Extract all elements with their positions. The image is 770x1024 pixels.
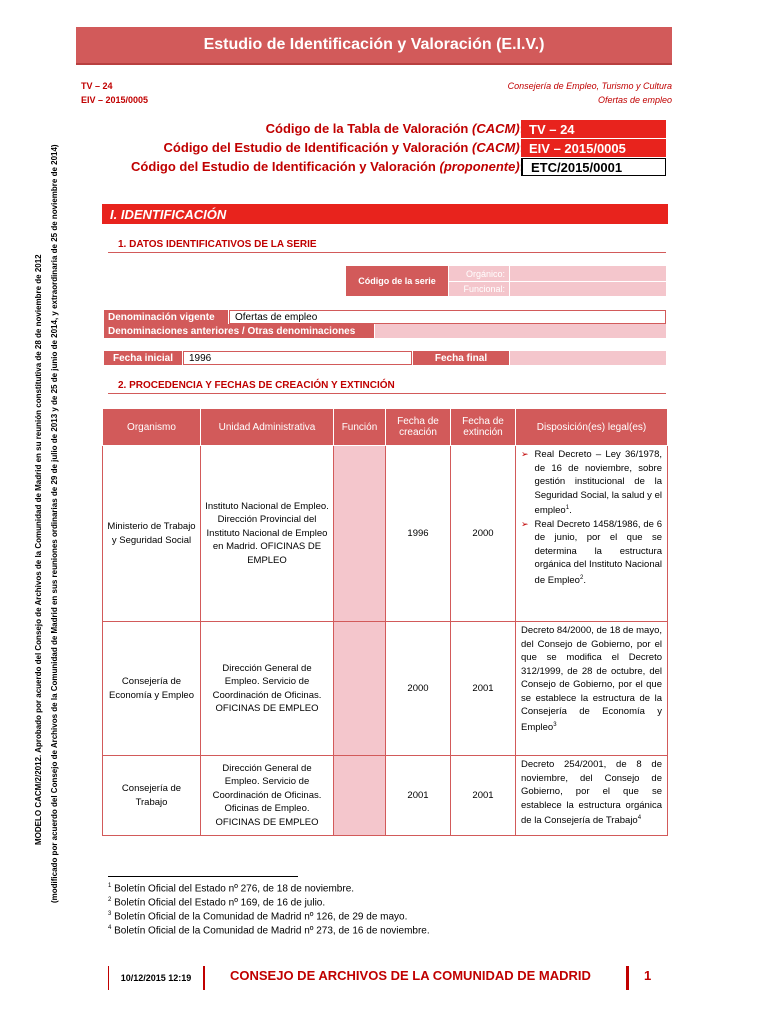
list-item: ➢ Real Decreto 1458/1986, de 6 de junio, por el que se determina la estructura orgánica del Instituto Nacional de Empleo$^2$. (521, 518, 662, 586)
funcional-input[interactable] (510, 282, 666, 296)
organico-label: Orgánico: (449, 266, 509, 281)
header-funcion: Función (334, 409, 386, 446)
code-value-tv: TV – 24 (521, 120, 666, 138)
header-fecha-creacion: Fecha de creación (386, 409, 451, 446)
subsection-procedencia-title: 2. PROCEDENCIA Y FECHAS DE CREACIÓN Y EXTINCIÓN (118, 380, 395, 391)
subsection-rule (108, 252, 666, 253)
section-identificacion-title: I. IDENTIFICACIÓN (102, 204, 668, 224)
cell-extincion: 2001 (451, 622, 516, 756)
denominaciones-anteriores-label: Denominaciones anteriores / Otras denominaciones (104, 324, 374, 338)
denominaciones-anteriores-value[interactable] (375, 324, 666, 338)
list-item: ➢ Real Decreto – Ley 36/1978, de 16 de noviembre, sobre gestión institucional de la Seguridad Social, la salud y el empleo$^1$. (521, 449, 662, 517)
denominacion-vigente-value: Ofertas de empleo (229, 310, 666, 324)
table-row (103, 446, 668, 622)
side-note-modification: (modificado por acuerdo del Consejo de Archivos de la Comunidad de Madrid en sus reuniones ordinarias de 29 de julio de 2013 y de 25 de junio de 2014, y extraordinaria de 25 de noviembre de 2014) (50, 144, 59, 903)
footnote: $^4$ Boletín Oficial de la Comunidad de Madrid nº 273, de 16 de noviembre. (108, 925, 430, 937)
arrow-bullet-icon: ➢ (521, 449, 529, 459)
code-label-proponente: Código del Estudio de Identificación y Valoración (proponente) (131, 159, 520, 174)
footnote-ref: 2 (579, 574, 584, 581)
codigo-serie-label: Código de la serie (346, 266, 448, 296)
funcional-label: Funcional: (449, 282, 509, 296)
header-eiv-code: EIV – 2015/0005 (81, 95, 149, 105)
footnote: $^3$ Boletín Oficial de la Comunidad de Madrid nº 126, de 29 de mayo. (108, 911, 408, 923)
footer-divider (626, 966, 629, 990)
cell-funcion[interactable] (334, 756, 386, 836)
table-row (103, 756, 668, 836)
subsection-datos-title: 1. DATOS IDENTIFICATIVOS DE LA SERIE (118, 239, 317, 250)
document-title: Estudio de Identificación y Valoración (E.I.V.) (76, 27, 672, 65)
footer-date: 10/12/2015 12:19 (108, 966, 205, 990)
fecha-final-label: Fecha final (413, 351, 509, 365)
table-row (103, 622, 668, 756)
header-unidad: Unidad Administrativa (201, 409, 334, 446)
footnote-ref: 4 (637, 815, 642, 821)
cell-disposiciones: Decreto 84/2000, de 18 de mayo, del Consejo de Gobierno, por el que se modifica el Decreto 312/1999, de 28 de octubre, del Consejo de Gobierno, por el que se establece la estructura de la Consejería de Economía y Empleo$^3$ (516, 622, 668, 756)
denominacion-vigente-label: Denominación vigente (104, 310, 228, 324)
footnote-ref: 1 (565, 505, 570, 511)
cell-disposiciones (516, 446, 668, 622)
fecha-final-value[interactable] (510, 351, 666, 365)
cell-unidad: Instituto Nacional de Empleo. Dirección Provincial del Instituto Nacional de Empleo en Madrid. OFICINAS DE EMPLEO (201, 446, 334, 622)
header-disposiciones: Disposición(es) legal(es) (516, 409, 668, 446)
footnote-ref: 3 (553, 721, 557, 728)
cell-creacion: 1996 (386, 446, 451, 622)
cell-extincion: 2001 (451, 756, 516, 836)
code-value-proponente: ETC/2015/0001 (521, 158, 666, 176)
cell-disposiciones: Decreto 254/2001, de 8 de noviembre, del Consejo de Gobierno, por el que se establece la estructura orgánica de la Consejería de Trabajo$^4$ (516, 756, 668, 836)
arrow-bullet-icon: ➢ (521, 518, 529, 529)
header-tv-code: TV – 24 (81, 81, 113, 91)
header-fecha-extincion: Fecha de extinción (451, 409, 516, 446)
fecha-inicial-label: Fecha inicial (104, 351, 182, 365)
subsection-rule (108, 393, 666, 394)
table-header-row (103, 409, 668, 446)
cell-organismo: Consejería de Trabajo (103, 756, 201, 836)
side-note-model: MODELO CACM/2/2012. Aprobado por acuerdo del Consejo de Archivos de la Comunidad de Madrid en su reunión constitutiva de 28 de noviembre de 2012 (34, 254, 43, 845)
cell-unidad: Dirección General de Empleo. Servicio de Coordinación de Oficinas. Oficinas de Empleo. OFICINAS DE EMPLEO (201, 756, 334, 836)
header-series-name: Ofertas de empleo (597, 95, 672, 105)
code-label-eiv: Código del Estudio de Identificación y Valoración (CACM) (163, 140, 520, 155)
cell-funcion[interactable] (334, 446, 386, 622)
cell-creacion: 2000 (386, 622, 451, 756)
footer-organization: CONSEJO DE ARCHIVOS DE LA COMUNIDAD DE MADRID (230, 968, 591, 983)
header-organismo: Organismo (103, 409, 201, 446)
cell-organismo: Ministerio de Trabajo y Seguridad Social (103, 446, 201, 622)
footnote: $^2$ Boletín Oficial del Estado nº 169, de 16 de julio. (108, 897, 326, 909)
header-consejeria: Consejería de Empleo, Turismo y Cultura (507, 81, 672, 91)
cell-funcion[interactable] (334, 622, 386, 756)
footnote-separator (108, 876, 298, 877)
fecha-inicial-value: 1996 (183, 351, 412, 365)
page-number: 1 (644, 968, 652, 983)
cell-organismo: Consejería de Economía y Empleo (103, 622, 201, 756)
cell-creacion: 2001 (386, 756, 451, 836)
footnote: $^1$ Boletín Oficial del Estado nº 276, de 18 de noviembre. (108, 883, 355, 895)
organico-input[interactable] (510, 266, 666, 281)
code-label-tv: Código de la Tabla de Valoración (CACM) (265, 121, 520, 136)
cell-unidad: Dirección General de Empleo. Servicio de Coordinación de Oficinas. OFICINAS DE EMPLEO (201, 622, 334, 756)
code-value-eiv: EIV – 2015/0005 (521, 139, 666, 157)
cell-extincion: 2000 (451, 446, 516, 622)
procedencia-table (102, 408, 668, 836)
